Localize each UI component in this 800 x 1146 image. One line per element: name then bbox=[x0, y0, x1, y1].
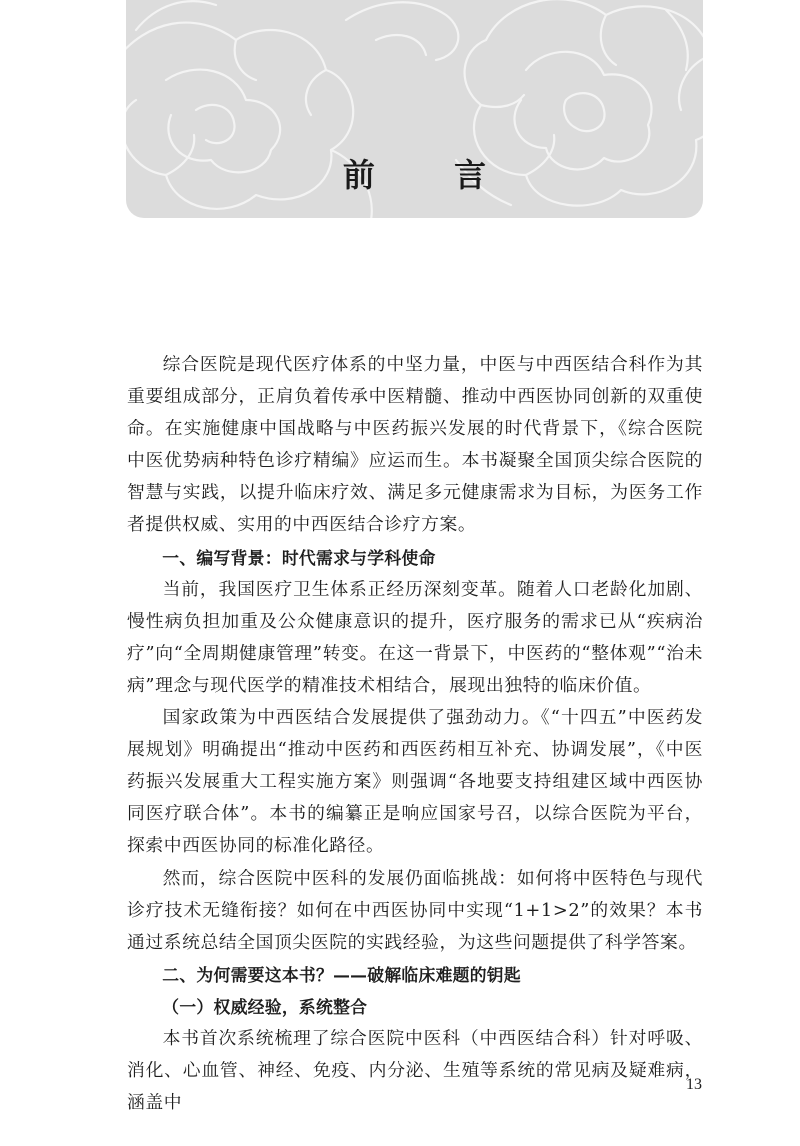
page-number: 13 bbox=[686, 1076, 702, 1093]
section-heading: 二、为何需要这本书？——破解临床难题的钥匙 bbox=[162, 964, 521, 985]
subsection-heading: （一）权威经验，系统整合 bbox=[162, 996, 368, 1017]
section-heading: 一、编写背景：时代需求与学科使命 bbox=[162, 547, 436, 568]
paragraph: 国家政策为中西医结合发展提供了强劲动力。《“十四五”中医药发展规划》明确提出“推动中医药和西医药相互补充、协调发展”，《中医药振兴发展重大工程实施方案》则强调“各地要支持组建区域中西医协同医疗联合体”。本书的编纂正是响应国家号召，以综合医院为平台，探索中西医协同的标准化路径。 bbox=[127, 707, 703, 857]
paragraph: 综合医院是现代医疗体系的中坚力量，中医与中西医结合科作为其重要组成部分，正肩负着传承中医精髓、推动中西医协同创新的双重使命。在实施健康中国战略与中医药振兴发展的时代背景下，《综合医院中医优势病种特色诊疗精编》应运而生。本书凝聚全国顶尖综合医院的智慧与实践，以提升临床疗效、满足多元健康需求为目标，为医务工作者提供权威、实用的中西医结合诊疗方案。 bbox=[127, 354, 703, 536]
header-banner bbox=[126, 0, 703, 218]
paragraph: 当前，我国医疗卫生体系正经历深刻变革。随着人口老龄化加剧、慢性病负担加重及公众健康意识的提升，医疗服务的需求已从“疾病治疗”向“全周期健康管理”转变。在这一背景下，中医药的“整体观”“治未病”理念与现代医学的精准技术相结合，展现出独特的临床价值。 bbox=[127, 578, 703, 696]
page-title: 前 言 bbox=[342, 156, 521, 194]
paragraph: 本书首次系统梳理了综合医院中医科（中西医结合科）针对呼吸、消化、心血管、神经、免疫、内分泌、生殖等系统的常见病及疑难病，涵盖中 bbox=[127, 1027, 703, 1114]
paragraph: 然而，综合医院中医科的发展仍面临挑战：如何将中医特色与现代诊疗技术无缝衔接？如何在中西医协同中实现“1+1>2”的效果？本书通过系统总结全国顶尖医院的实践经验，为这些问题提供了科学答案。 bbox=[127, 867, 703, 953]
body-text bbox=[127, 349, 703, 1119]
